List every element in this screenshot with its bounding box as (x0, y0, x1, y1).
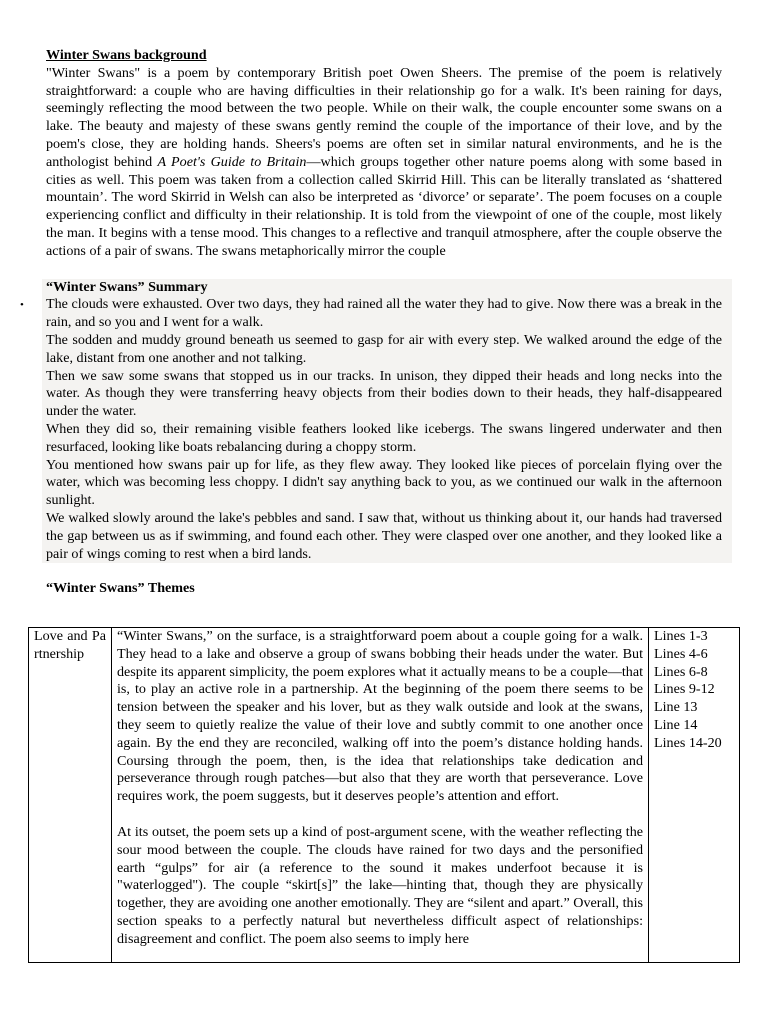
line-ref-5: Line 13 (654, 699, 698, 716)
summary-paragraph-2: The sodden and muddy ground beneath us seemed to gasp for air with every step. We walked around the edge of the lake, distant from one another and not talking. (46, 331, 722, 366)
summary-paragraph-5: You mentioned how swans pair up for life, as they flew away. They looked like pieces of porcelain flying over the water, which was becoming less choppy. I didn't say anything back to you, as we continued our walk in the afternoon sunlight. (46, 456, 722, 509)
line-ref-6: Line 14 (654, 716, 698, 733)
summary-section (20, 278, 732, 564)
background-text-part1: "Winter Swans" is a poem by contemporary British poet Owen Sheers. The premise of the poem is relatively straightforward: a couple who are having difficulties in their relationship go for a walk. It's been raining for days, seemingly reflecting the mood between the two people. While on their walk, the couple encounter some swans on a lake. The beauty and majesty of these swans gently remind the couple of the importance of their love, and by the poem's close, they are holding hands. Sheers's poems are often set in similar natural environments, and he is the anthologist behind (46, 64, 722, 170)
summary-list (20, 296, 722, 563)
background-heading: Winter Swans background (46, 47, 207, 63)
themes-heading: “Winter Swans” Themes (46, 580, 195, 597)
theme-paragraph-2: At its outset, the poem sets up a kind of post-argument scene, with the weather reflecting the sour mood between the couple. The clouds have rained for two days and the personified earth “gulps” for air (a reference to the sound it makes underfoot because it is "waterlogged"). The couple “skirt[s]” the lake—hinting that, though they are physically together, they are avoiding one another emotionally. They are “silent and apart.” Overall, this section speaks to a perfectly natural but nevertheless difficult aspect of relationships: disagreement and conflict. The poem also seems to imply here (117, 823, 643, 947)
table-row (29, 628, 740, 963)
summary-heading: “Winter Swans” Summary (46, 278, 208, 295)
theme-name-cell (29, 628, 112, 963)
summary-paragraph-4: When they did so, their remaining visible feathers looked like icebergs. The swans lingered underwater and then resurfaced, looking like boats rebalancing during a choppy storm. (46, 420, 722, 455)
summary-paragraph-1: The clouds were exhausted. Over two days, they had rained all the water they had to give. Now there was a break in the rain, and so you and I went for a walk. (46, 296, 722, 331)
bullet-icon: • (20, 299, 24, 312)
summary-paragraph-6: We walked slowly around the lake's pebbles and sand. I saw that, without us thinking about it, our hands had traversed the gap between us as if swimming, and found each other. They were clasped over one another, and they looked like a pair of wings coming to rest when a bird lands. (46, 509, 722, 562)
line-ref-7: Lines 14-20 (654, 734, 722, 751)
summary-paragraph-3: Then we saw some swans that stopped us in our tracks. In unison, they dipped their heads and long necks into the water. As though they were transferring heavy objects from their bodies down to their heads, they half-disappeared under the water. (46, 367, 722, 420)
background-text-part2: —which groups together other nature poems along with some based in cities as well. This poem was taken from a collection called Skirrid Hill. This can be literally translated as ‘shattered mountain’. The word Skirrid in Welsh can also be interpreted as ‘divorce’ or separate’. The poem focuses on a couple experiencing conflict and difficulty in their relationship. It is told from the viewpoint of one of the couple, most likely the man. It begins with a tense mood. This changes to a reflective and tranquil atmosphere, after the couple observe the actions of a pair of swans. The swans metaphorically mirror the couple (46, 153, 722, 259)
themes-table (28, 627, 740, 963)
theme-analysis-cell (112, 628, 649, 963)
document-page (20, 47, 722, 598)
background-paragraph (46, 65, 722, 261)
line-ref-2: Lines 4-6 (654, 645, 708, 662)
line-ref-1: Lines 1-3 (654, 628, 708, 644)
line-ref-4: Lines 9-12 (654, 681, 715, 698)
book-title: A Poet's Guide to Britain (157, 153, 307, 170)
line-references-cell (649, 628, 740, 963)
line-ref-3: Lines 6-8 (654, 663, 708, 680)
theme-name: Love and Partnership (34, 628, 106, 662)
theme-paragraph-1: “Winter Swans,” on the surface, is a straightforward poem about a couple going for a walk. They head to a lake and observe a group of swans bobbing their heads under the water. But despite its apparent simplicity, the poem explores what it actually means to be a couple—that is, to play an active role in a partnership. At the beginning of the poem there seems to be tension between the speaker and his lover, but as they walk outside and look at the swans, they seem to quietly realize the value of their love and subtly commit to one another once again. By the end they are reconciled, walking off into the poem’s distance holding hands. Coursing through the poem, then, is the idea that relationships take dedication and perseverance through rough patches—but also that they are worth that perseverance. Love requires work, the poem suggests, but it deserves people’s attention and effort. (117, 628, 643, 805)
